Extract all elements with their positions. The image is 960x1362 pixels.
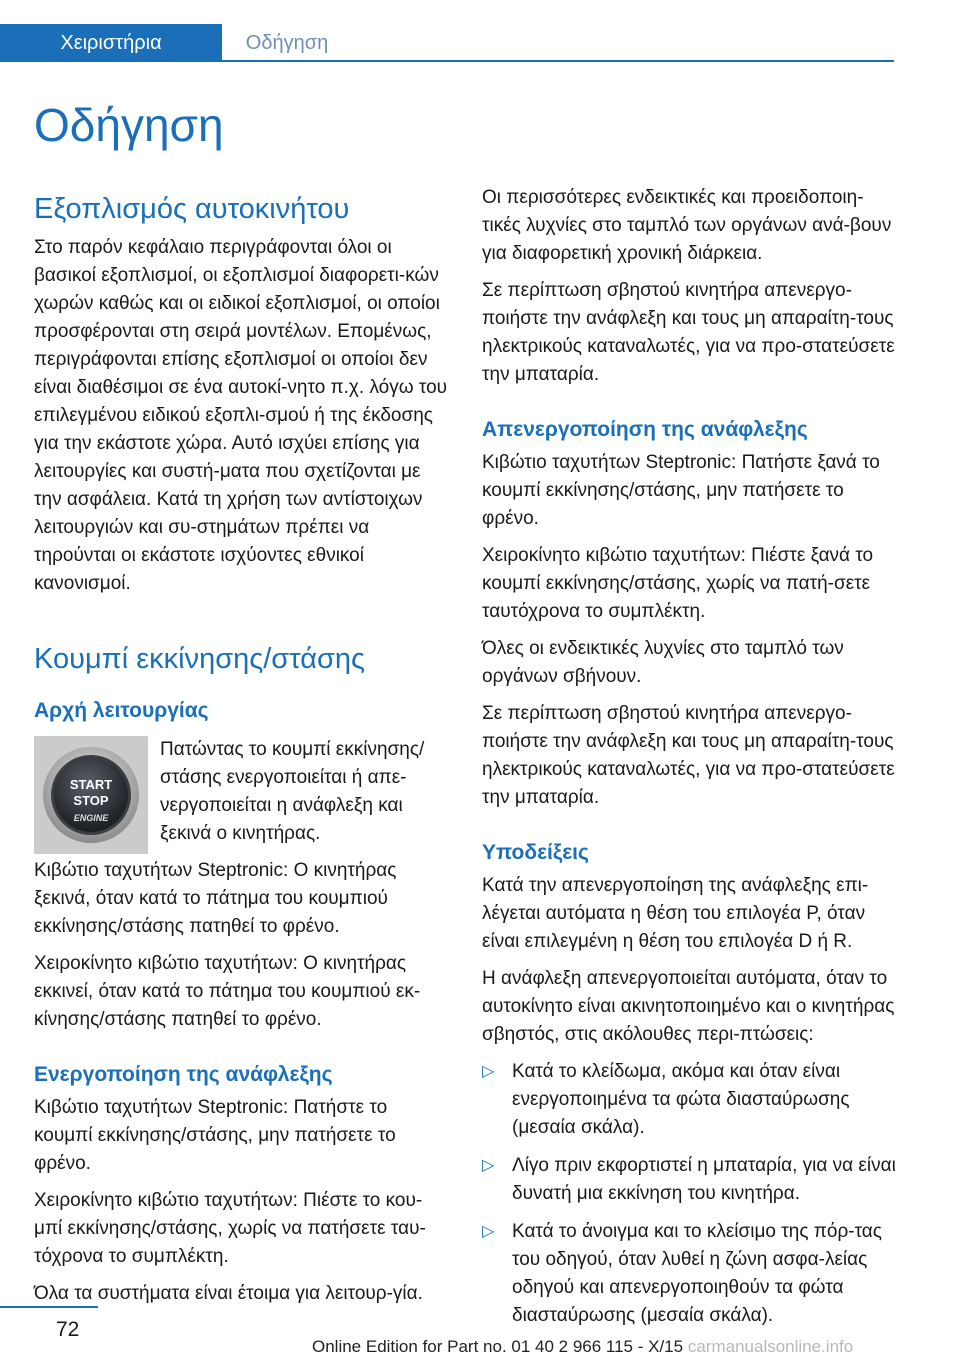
paragraph-ignition-off-1: Κιβώτιο ταχυτήτων Steptronic: Πατήστε ξανά το κουμπί εκκίνησης/στάσης, μην πατήσετε το φρένο. [482,452,880,529]
list-item-text: Κατά το κλείδωμα, ακόμα και όταν είναι ενεργοποιημένα τα φώτα διασταύρωσης (μεσαία σκάλα). [512,1061,850,1138]
start-stop-button-image [34,736,148,854]
paragraph-notes-1: Κατά την απενεργοποίηση της ανάφλεξης επι‐λέγεται αυτόματα η θέση του επιλογέα P, όταν είναι επιλεγμένη η θέση του επιλογέα D ή R. [482,875,869,952]
paragraph-ignition-off-3: Όλες οι ενδεικτικές λυχνίες στο ταμπλό των οργάνων σβήνουν. [482,638,844,687]
footer-rule [0,1306,98,1308]
header-rule [222,60,894,62]
engine-label: ENGINE [73,813,109,823]
paragraph-principle-2: Κιβώτιο ταχυτήτων Steptronic: Ο κινητήρας ξεκινά, όταν κατά το πάτημα του κουμπιού εκκίνησης/στάσης πατηθεί το φρένο. [34,860,397,937]
heading-notes: Υποδείξεις [482,841,589,864]
list-item-text: Κατά το άνοιγμα και το κλείσιμο της πόρ‐τας του οδηγού, όταν λυθεί η ζώνη ασφα‐λείας οδηγού και απενεργοποιηθούν τα φώτα διασταύρωσης (μεσαία σκάλα). [512,1221,882,1326]
right-column [482,184,896,1340]
paragraph-ignition-on-2: Χειροκίνητο κιβώτιο ταχυτήτων: Πιέστε το κου‐μπί εκκίνησης/στάσης, χωρίς να πατήσετε ταυ‐τόχρονα το συμπλέκτη. [34,1190,426,1267]
paragraph-notes-2: Η ανάφλεξη απενεργοποιείται αυτόματα, όταν το αυτοκίνητο είναι ακινητοποιημένο και ο κινητήρας σβηστός, στις ακόλουθες περι‐πτώσεις: [482,968,895,1045]
paragraph-ignition-off-2: Χειροκίνητο κιβώτιο ταχυτήτων: Πιέστε ξανά το κουμπί εκκίνησης/στάσης, χωρίς να πατή‐σετε ταυτόχρονα το συμπλέκτη. [482,545,874,622]
paragraph-ignition-on-3: Όλα τα συστήματα είναι έτοιμα για λειτουρ‐γία. [34,1283,423,1304]
principle-block [34,736,448,950]
paragraph-principle-3: Χειροκίνητο κιβώτιο ταχυτήτων: Ο κινητήρας εκκινεί, όταν κατά το πάτημα του κουμπιού εκ‐κίνησης/στάσης πατηθεί το φρένο. [34,953,421,1030]
left-column [34,190,448,1317]
list-item [482,1218,896,1330]
header-bar [0,0,960,62]
tab-controls[interactable]: Χειριστήρια [0,24,222,62]
start-stop-button-icon [41,745,141,845]
paragraph-equipment: Στο παρόν κεφάλαιο περιγράφονται όλοι οι βασικοί εξοπλισμοί, οι εξοπλισμοί διαφορετι‐κών χωρών καθώς και οι ειδικοί εξοπλισμοί, οι οποίοι προσφέρονται στη σειρά μοντέλων. Επομένως, περιγράφονται επίσης εξοπλισμοί οι οποίοι δεν είναι διαθέσιμοι σε ένα αυτοκί‐νητο π.χ. λόγω του επιλεγμένου ειδικού εξοπλι‐σμού ή της έκδοσης για την εκάστοτε χώρα. Αυτό ισχύει επίσης για λειτουργίες και συστή‐ματα που σχετίζονται με την ασφάλεια. Κατά τη χρήση των αντίστοιχων λειτουργιών και συ‐στημάτων πρέπει να τηρούνται οι εκάστοτε ισχύοντες εθνικοί κανονισμοί. [34,237,448,594]
heading-start-stop-button: Κουμπί εκκίνησης/στάσης [34,643,365,675]
heading-vehicle-equipment: Εξοπλισμός αυτοκινήτου [34,193,350,225]
footer-edition [312,1337,853,1357]
edition-text: Online Edition for Part no. 01 40 2 966 115 - X/15 [312,1337,684,1356]
list-item [482,1152,896,1208]
watermark-text: carmanualsonline.info [687,1337,854,1356]
triangle-bullet-icon: ▷ [482,1223,495,1240]
start-label: START [69,777,113,792]
heading-ignition-off: Απενεργοποίηση της ανάφλεξης [482,418,808,441]
notes-bullet-list [482,1058,896,1330]
paragraph-ignition-off-4: Σε περίπτωση σβηστού κινητήρα απενεργο‐ποιήστε την ανάφλεξη και τους μη απαραίτη‐τους ηλεκτρικούς καταναλωτές, για να προ‐στατεύσετε την μπαταρία. [482,703,895,808]
list-item-text: Λίγο πριν εκφορτιστεί η μπαταρία, για να είναι δυνατή μια εκκίνηση του κινητήρα. [512,1155,896,1204]
paragraph-warning-lamps: Οι περισσότερες ενδεικτικές και προειδοποιη‐τικές λυχνίες στο ταμπλό των οργάνων ανά‐βουν για διαφορετική χρονική διάρκεια. [482,187,892,264]
page-title: Οδήγηση [34,99,224,151]
stop-label: STOP [73,793,109,808]
paragraph-ignition-on-1: Κιβώτιο ταχυτήτων Steptronic: Πατήστε το κουμπί εκκίνησης/στάσης, μην πατήσετε το φρένο. [34,1097,396,1174]
heading-ignition-on: Ενεργοποίηση της ανάφλεξης [34,1063,333,1086]
page-number: 72 [56,1318,80,1341]
paragraph-principle-1: Πατώντας το κουμπί εκκίνησης/στάσης ενεργοποιείται ή απε‐νεργοποιείται η ανάφλεξη και ξεκινά ο κινητήρας. [160,739,425,844]
triangle-bullet-icon: ▷ [482,1063,495,1080]
list-item [482,1058,896,1142]
tab-driving[interactable]: Οδήγηση [245,31,329,54]
triangle-bullet-icon: ▷ [482,1157,495,1174]
heading-principle: Αρχή λειτουργίας [34,699,209,722]
paragraph-protect-battery: Σε περίπτωση σβηστού κινητήρα απενεργο‐ποιήστε την ανάφλεξη και τους μη απαραίτη‐τους ηλεκτρικούς καταναλωτές, για να προ‐στατεύσετε την μπαταρία. [482,280,895,385]
